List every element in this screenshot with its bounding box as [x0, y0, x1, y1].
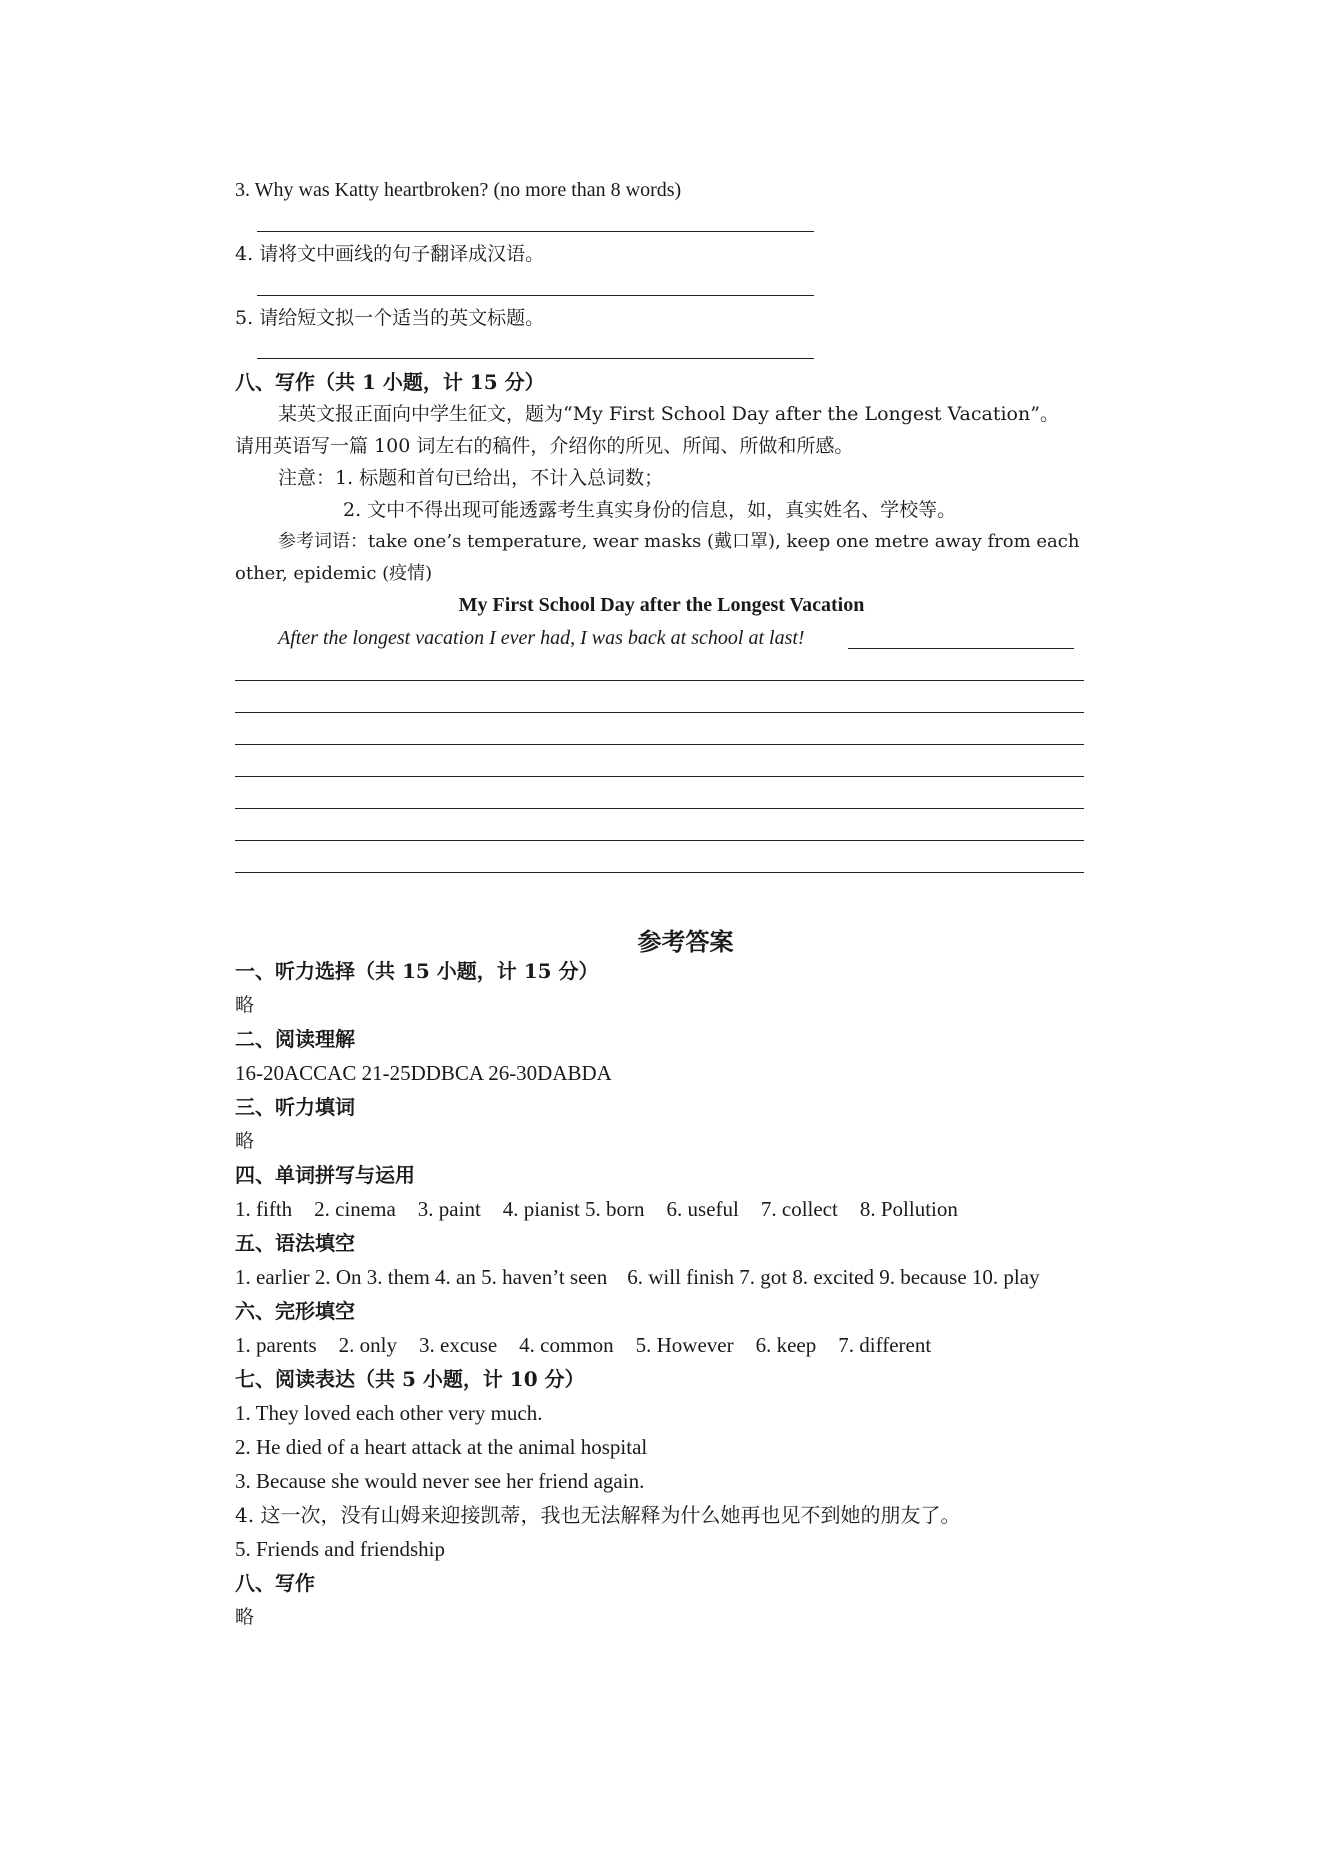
writing-first-sentence: After the longest vacation I ever had, I was back at school at last! [278, 627, 805, 649]
answer-item: 5. However [635, 1333, 734, 1357]
writing-reference-words-line2: other, epidemic (疫情) [235, 563, 433, 584]
question-5: 5. 请给短文拟一个适当的英文标题。 [235, 307, 545, 329]
question-4: 4. 请将文中画线的句子翻译成汉语。 [235, 243, 545, 265]
answer-section-7-line-1: 1. They loved each other very much. [235, 1401, 543, 1425]
writing-line-4[interactable] [235, 776, 1084, 777]
answer-section-8-heading: 八、写作 [235, 1571, 315, 1595]
answer-section-3-content: 略 [235, 1130, 255, 1152]
answer-item: 1. fifth [235, 1197, 293, 1221]
writing-line-1[interactable] [235, 680, 1084, 681]
writing-prompt-line2: 请用英语写一篇 100 词左右的稿件，介绍你的所见、所闻、所做和所感。 [235, 435, 854, 457]
answer-section-7-line-4: 4. 这一次，没有山姆来迎接凯蒂，我也无法解释为什么她再也见不到她的朋友了。 [235, 1503, 961, 1527]
answer-section-1-heading: 一、听力选择（共 15 小题，计 15 分） [235, 959, 599, 983]
answer-line-q5[interactable] [257, 358, 814, 359]
answer-item: 1. earlier 2. On 3. them 4. an 5. haven’t seen [235, 1265, 608, 1289]
answer-item: 3. excuse [419, 1333, 498, 1357]
answer-item: 2. cinema [314, 1197, 396, 1221]
answer-section-2-content: 16-20ACCAC 21-25DDBCA 26-30DABDA [235, 1061, 612, 1085]
answer-item: 4. pianist 5. born [502, 1197, 645, 1221]
writing-note-1: 注意：1. 标题和首句已给出，不计入总词数； [278, 467, 664, 489]
answer-section-3-heading: 三、听力填词 [235, 1095, 355, 1119]
writing-line-0[interactable] [848, 648, 1074, 649]
writing-line-5[interactable] [235, 808, 1084, 809]
answer-section-7-heading: 七、阅读表达（共 5 小题，计 10 分） [235, 1367, 585, 1391]
answer-item: 3. paint [417, 1197, 481, 1221]
answer-item: 6. useful [666, 1197, 739, 1221]
answer-item: 2. only [338, 1333, 397, 1357]
answer-item: 6. will finish 7. got 8. excited 9. because 10. play [627, 1265, 1040, 1289]
writing-prompt-line1: 某英文报正面向中学生征文，题为“My First School Day after the Longest Vacation”。 [278, 403, 1059, 425]
answer-section-7-line-3: 3. Because she would never see her friend again. [235, 1469, 645, 1493]
answer-section-4-heading: 四、单词拼写与运用 [235, 1163, 415, 1187]
writing-line-3[interactable] [235, 744, 1084, 745]
answer-section-8-content: 略 [235, 1606, 255, 1628]
answer-item: 6. keep [755, 1333, 817, 1357]
writing-line-2[interactable] [235, 712, 1084, 713]
answer-section-7-line-2: 2. He died of a heart attack at the animal hospital [235, 1435, 648, 1459]
answer-item: 8. Pollution [859, 1197, 958, 1221]
answer-section-2-heading: 二、阅读理解 [235, 1027, 355, 1051]
answer-section-4-content [235, 1197, 958, 1221]
writing-line-6[interactable] [235, 840, 1084, 841]
writing-note-2: 2. 文中不得出现可能透露考生真实身份的信息，如，真实姓名、学校等。 [343, 499, 957, 521]
answer-line-q3[interactable] [257, 231, 814, 232]
answer-section-6-content [235, 1333, 931, 1357]
answer-item: 7. collect [760, 1197, 838, 1221]
writing-heading: 八、写作（共 1 小题，计 15 分） [235, 370, 545, 394]
answer-section-5-heading: 五、语法填空 [235, 1231, 355, 1255]
answer-item: 7. different [838, 1333, 932, 1357]
answer-item: 1. parents [235, 1333, 317, 1357]
answer-key-title: 参考答案 [637, 927, 734, 956]
answer-line-q4[interactable] [257, 295, 814, 296]
writing-line-7[interactable] [235, 872, 1084, 873]
answer-section-5-content [235, 1265, 1040, 1289]
question-3: 3. Why was Katty heartbroken? (no more than 8 words) [235, 179, 682, 201]
writing-reference-words-line1: 参考词语：take one’s temperature, wear masks (戴口罩), keep one metre away from each [278, 531, 1080, 552]
answer-item: 4. common [519, 1333, 614, 1357]
writing-title: My First School Day after the Longest Vacation [458, 594, 865, 616]
answer-section-6-heading: 六、完形填空 [235, 1299, 355, 1323]
answer-section-1-content: 略 [235, 994, 255, 1016]
answer-section-7-line-5: 5. Friends and friendship [235, 1537, 445, 1561]
